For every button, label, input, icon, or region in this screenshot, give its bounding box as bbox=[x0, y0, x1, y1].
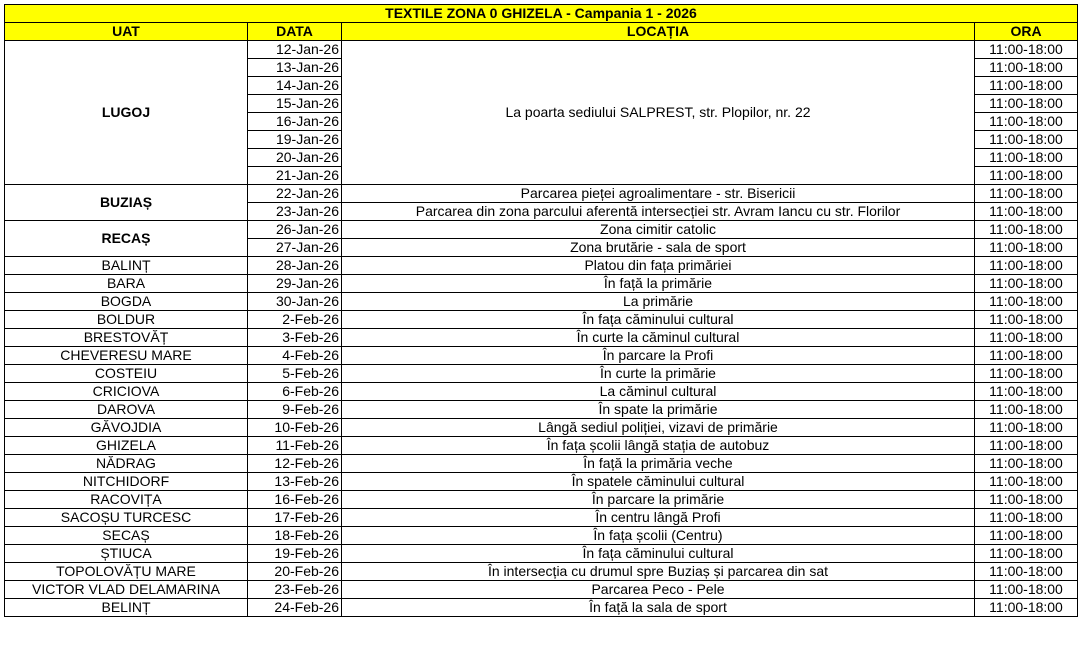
time-cell: 11:00-18:00 bbox=[975, 365, 1078, 383]
table-row bbox=[5, 473, 1078, 491]
time-cell: 11:00-18:00 bbox=[975, 311, 1078, 329]
date-cell: 20-Feb-26 bbox=[248, 563, 342, 581]
table-row bbox=[5, 563, 1078, 581]
date-cell: 22-Jan-26 bbox=[248, 185, 342, 203]
date-cell: 11-Feb-26 bbox=[248, 437, 342, 455]
date-cell: 19-Feb-26 bbox=[248, 545, 342, 563]
uat-cell: NITCHIDORF bbox=[5, 473, 248, 491]
location-cell: Parcarea Peco - Pele bbox=[342, 581, 975, 599]
date-cell: 2-Feb-26 bbox=[248, 311, 342, 329]
location-cell: În intersecția cu drumul spre Buziaș și parcarea din sat bbox=[342, 563, 975, 581]
location-cell: În curte la căminul cultural bbox=[342, 329, 975, 347]
time-cell: 11:00-18:00 bbox=[975, 77, 1078, 95]
table-body bbox=[5, 41, 1078, 617]
uat-cell: RECAȘ bbox=[5, 221, 248, 257]
time-cell: 11:00-18:00 bbox=[975, 131, 1078, 149]
location-cell: Platou din fața primăriei bbox=[342, 257, 975, 275]
date-cell: 5-Feb-26 bbox=[248, 365, 342, 383]
uat-cell: CRICIOVA bbox=[5, 383, 248, 401]
location-cell: În parcare la Profi bbox=[342, 347, 975, 365]
location-cell: Parcarea pieței agroalimentare - str. Bisericii bbox=[342, 185, 975, 203]
uat-cell: NĂDRAG bbox=[5, 455, 248, 473]
table-row bbox=[5, 491, 1078, 509]
time-cell: 11:00-18:00 bbox=[975, 401, 1078, 419]
date-cell: 12-Jan-26 bbox=[248, 41, 342, 59]
date-cell: 4-Feb-26 bbox=[248, 347, 342, 365]
uat-cell: BALINȚ bbox=[5, 257, 248, 275]
time-cell: 11:00-18:00 bbox=[975, 113, 1078, 131]
date-cell: 14-Jan-26 bbox=[248, 77, 342, 95]
date-cell: 21-Jan-26 bbox=[248, 167, 342, 185]
table-row bbox=[5, 419, 1078, 437]
date-cell: 13-Feb-26 bbox=[248, 473, 342, 491]
date-cell: 10-Feb-26 bbox=[248, 419, 342, 437]
table-row bbox=[5, 329, 1078, 347]
date-cell: 24-Feb-26 bbox=[248, 599, 342, 617]
time-cell: 11:00-18:00 bbox=[975, 545, 1078, 563]
time-cell: 11:00-18:00 bbox=[975, 509, 1078, 527]
time-cell: 11:00-18:00 bbox=[975, 167, 1078, 185]
time-cell: 11:00-18:00 bbox=[975, 491, 1078, 509]
header-locatia: LOCAȚIA bbox=[342, 23, 975, 41]
date-cell: 20-Jan-26 bbox=[248, 149, 342, 167]
date-cell: 12-Feb-26 bbox=[248, 455, 342, 473]
time-cell: 11:00-18:00 bbox=[975, 347, 1078, 365]
header-uat: UAT bbox=[5, 23, 248, 41]
time-cell: 11:00-18:00 bbox=[975, 383, 1078, 401]
date-cell: 26-Jan-26 bbox=[248, 221, 342, 239]
time-cell: 11:00-18:00 bbox=[975, 473, 1078, 491]
uat-cell: BUZIAȘ bbox=[5, 185, 248, 221]
uat-cell: TOPOLOVĂȚU MARE bbox=[5, 563, 248, 581]
time-cell: 11:00-18:00 bbox=[975, 203, 1078, 221]
time-cell: 11:00-18:00 bbox=[975, 581, 1078, 599]
date-cell: 23-Jan-26 bbox=[248, 203, 342, 221]
table-row bbox=[5, 437, 1078, 455]
table-row bbox=[5, 401, 1078, 419]
table-row bbox=[5, 275, 1078, 293]
table-row bbox=[5, 509, 1078, 527]
table-row bbox=[5, 293, 1078, 311]
location-cell: Zona brutărie - sala de sport bbox=[342, 239, 975, 257]
location-cell: În spate la primărie bbox=[342, 401, 975, 419]
date-cell: 3-Feb-26 bbox=[248, 329, 342, 347]
location-cell: La poarta sediului SALPREST, str. Plopilor, nr. 22 bbox=[342, 41, 975, 185]
table-row bbox=[5, 527, 1078, 545]
time-cell: 11:00-18:00 bbox=[975, 221, 1078, 239]
location-cell: În fața căminului cultural bbox=[342, 311, 975, 329]
time-cell: 11:00-18:00 bbox=[975, 527, 1078, 545]
date-cell: 18-Feb-26 bbox=[248, 527, 342, 545]
table-row bbox=[5, 221, 1078, 239]
uat-cell: RACOVIȚA bbox=[5, 491, 248, 509]
location-cell: În față la primăria veche bbox=[342, 455, 975, 473]
location-cell: Lângă sediul poliției, vizavi de primărie bbox=[342, 419, 975, 437]
table-title: TEXTILE ZONA 0 GHIZELA - Campania 1 - 2026 bbox=[5, 5, 1078, 23]
schedule-table bbox=[4, 4, 1078, 617]
table-row bbox=[5, 41, 1078, 59]
location-cell: La primărie bbox=[342, 293, 975, 311]
table-row bbox=[5, 581, 1078, 599]
location-cell: În fața școlii lângă stația de autobuz bbox=[342, 437, 975, 455]
uat-cell: BOGDA bbox=[5, 293, 248, 311]
location-cell: În curte la primărie bbox=[342, 365, 975, 383]
date-cell: 27-Jan-26 bbox=[248, 239, 342, 257]
location-cell: În față la primărie bbox=[342, 275, 975, 293]
header-data: DATA bbox=[248, 23, 342, 41]
time-cell: 11:00-18:00 bbox=[975, 437, 1078, 455]
date-cell: 28-Jan-26 bbox=[248, 257, 342, 275]
location-cell: În spatele căminului cultural bbox=[342, 473, 975, 491]
table-row bbox=[5, 347, 1078, 365]
time-cell: 11:00-18:00 bbox=[975, 59, 1078, 77]
uat-cell: SACOȘU TURCESC bbox=[5, 509, 248, 527]
uat-cell: BOLDUR bbox=[5, 311, 248, 329]
uat-cell: LUGOJ bbox=[5, 41, 248, 185]
schedule-sheet bbox=[4, 4, 1078, 617]
uat-cell: VICTOR VLAD DELAMARINA bbox=[5, 581, 248, 599]
date-cell: 17-Feb-26 bbox=[248, 509, 342, 527]
location-cell: În fața școlii (Centru) bbox=[342, 527, 975, 545]
uat-cell: GHIZELA bbox=[5, 437, 248, 455]
time-cell: 11:00-18:00 bbox=[975, 599, 1078, 617]
table-row bbox=[5, 365, 1078, 383]
uat-cell: BRESTOVĂȚ bbox=[5, 329, 248, 347]
table-row bbox=[5, 383, 1078, 401]
date-cell: 13-Jan-26 bbox=[248, 59, 342, 77]
uat-cell: CHEVERESU MARE bbox=[5, 347, 248, 365]
table-row bbox=[5, 257, 1078, 275]
time-cell: 11:00-18:00 bbox=[975, 149, 1078, 167]
date-cell: 9-Feb-26 bbox=[248, 401, 342, 419]
time-cell: 11:00-18:00 bbox=[975, 257, 1078, 275]
time-cell: 11:00-18:00 bbox=[975, 293, 1078, 311]
location-cell: Zona cimitir catolic bbox=[342, 221, 975, 239]
time-cell: 11:00-18:00 bbox=[975, 563, 1078, 581]
location-cell: Parcarea din zona parcului aferentă intersecției str. Avram Iancu cu str. Florilor bbox=[342, 203, 975, 221]
time-cell: 11:00-18:00 bbox=[975, 419, 1078, 437]
uat-cell: DAROVA bbox=[5, 401, 248, 419]
date-cell: 16-Jan-26 bbox=[248, 113, 342, 131]
time-cell: 11:00-18:00 bbox=[975, 275, 1078, 293]
table-row bbox=[5, 185, 1078, 203]
table-row bbox=[5, 311, 1078, 329]
time-cell: 11:00-18:00 bbox=[975, 329, 1078, 347]
table-row bbox=[5, 455, 1078, 473]
location-cell: În față la sala de sport bbox=[342, 599, 975, 617]
location-cell: La căminul cultural bbox=[342, 383, 975, 401]
time-cell: 11:00-18:00 bbox=[975, 455, 1078, 473]
uat-cell: BARA bbox=[5, 275, 248, 293]
location-cell: În parcare la primărie bbox=[342, 491, 975, 509]
location-cell: În fața căminului cultural bbox=[342, 545, 975, 563]
table-row bbox=[5, 599, 1078, 617]
date-cell: 19-Jan-26 bbox=[248, 131, 342, 149]
uat-cell: SECAȘ bbox=[5, 527, 248, 545]
time-cell: 11:00-18:00 bbox=[975, 185, 1078, 203]
time-cell: 11:00-18:00 bbox=[975, 239, 1078, 257]
time-cell: 11:00-18:00 bbox=[975, 41, 1078, 59]
date-cell: 6-Feb-26 bbox=[248, 383, 342, 401]
table-row bbox=[5, 545, 1078, 563]
uat-cell: BELINȚ bbox=[5, 599, 248, 617]
uat-cell: GĂVOJDIA bbox=[5, 419, 248, 437]
date-cell: 29-Jan-26 bbox=[248, 275, 342, 293]
time-cell: 11:00-18:00 bbox=[975, 95, 1078, 113]
date-cell: 30-Jan-26 bbox=[248, 293, 342, 311]
location-cell: În centru lângă Profi bbox=[342, 509, 975, 527]
header-ora: ORA bbox=[975, 23, 1078, 41]
uat-cell: COSTEIU bbox=[5, 365, 248, 383]
date-cell: 16-Feb-26 bbox=[248, 491, 342, 509]
date-cell: 23-Feb-26 bbox=[248, 581, 342, 599]
uat-cell: ȘTIUCA bbox=[5, 545, 248, 563]
date-cell: 15-Jan-26 bbox=[248, 95, 342, 113]
